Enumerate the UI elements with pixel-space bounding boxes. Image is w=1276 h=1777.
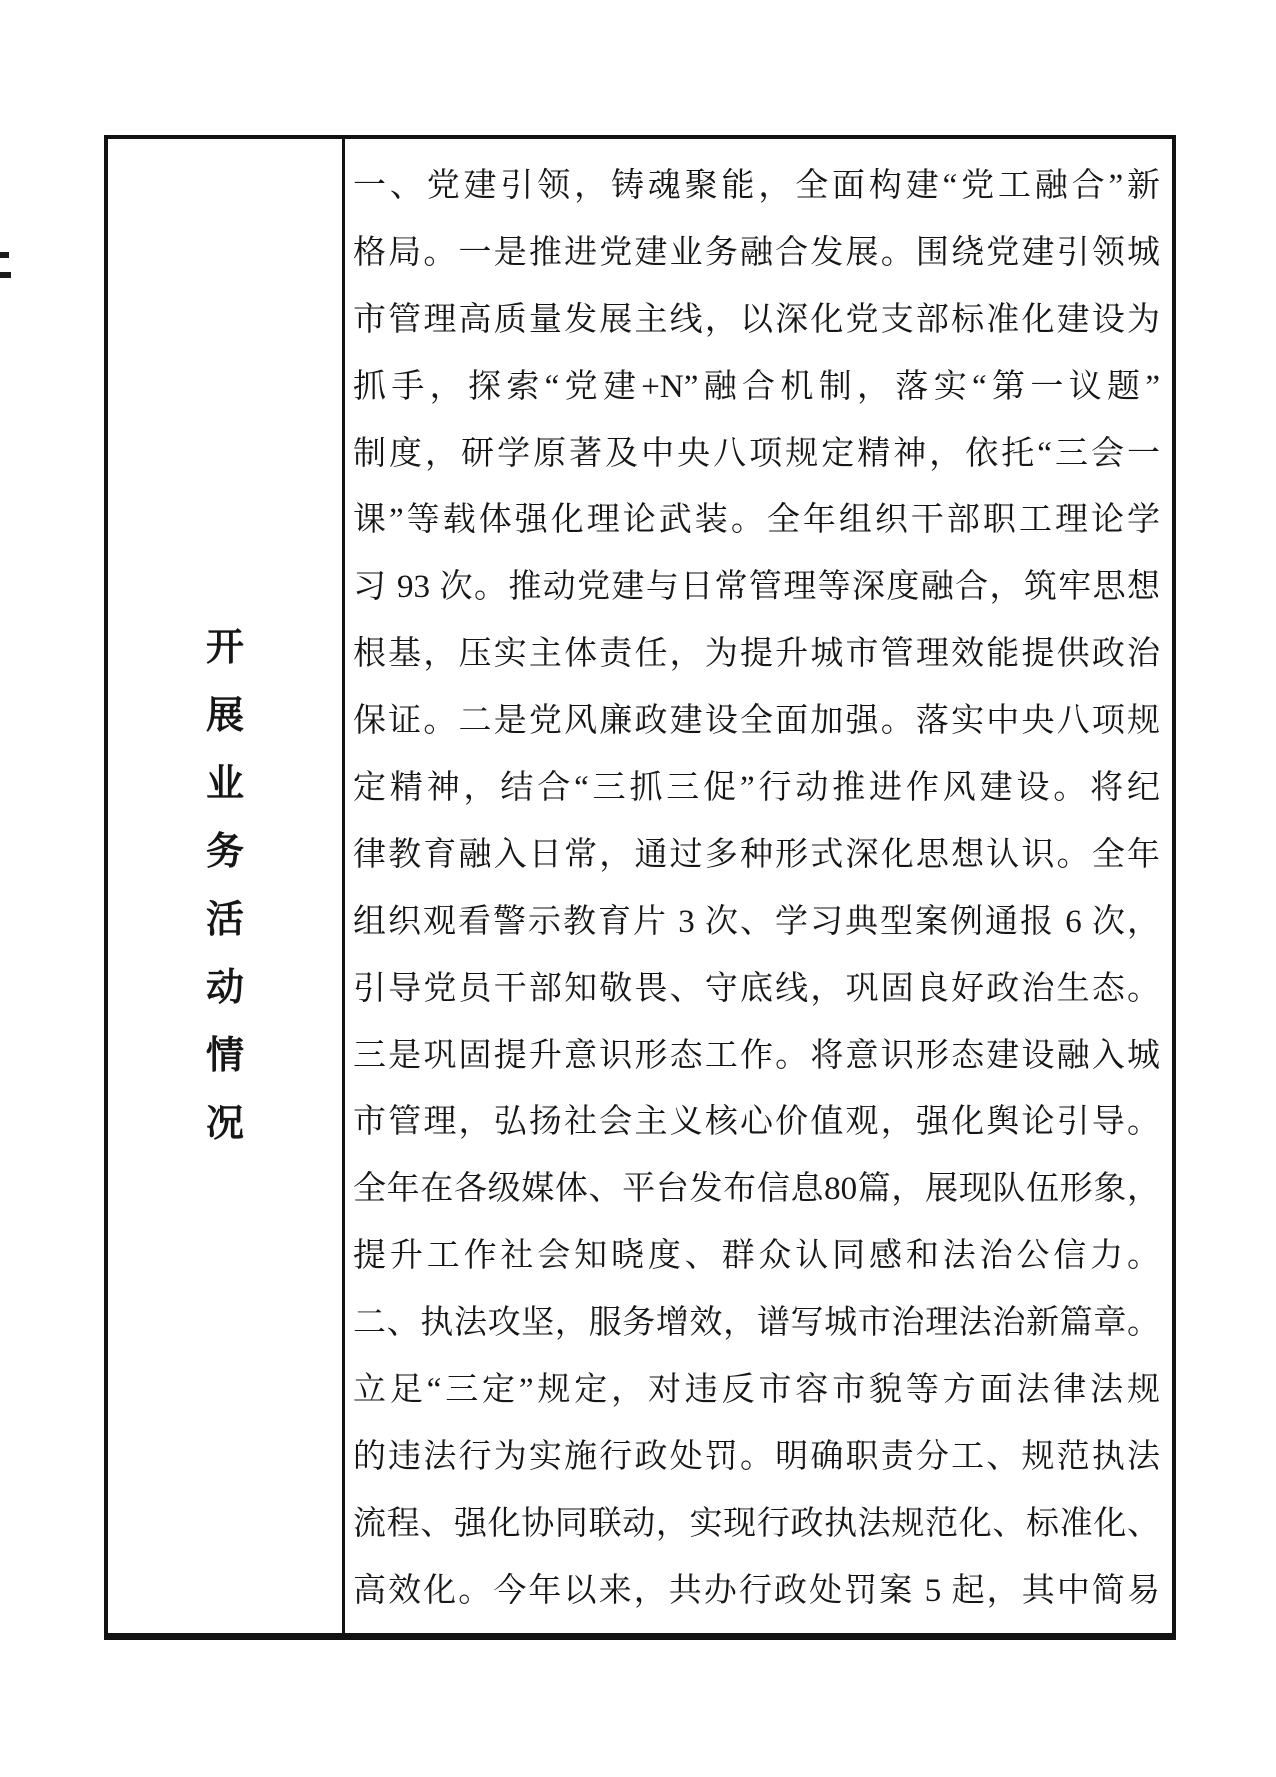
- row-header-char: 动: [205, 967, 244, 1009]
- text-line: 律教育融入日常，通过多种形式深化思想认识。全年: [353, 836, 1160, 873]
- text-line: 保证。二是党风廉政建设全面加强。落实中央八项规: [353, 703, 1160, 740]
- row-header-char: 业: [205, 763, 244, 805]
- scan-artifact: [0, 272, 11, 278]
- text-line: 二、执法攻坚，服务增效，谱写城市治理法治新篇章。: [353, 1305, 1160, 1342]
- text-line: 全年在各级媒体、平台发布信息80篇，展现队伍形象，: [353, 1171, 1160, 1208]
- text-line: 制度，研学原著及中央八项规定精神，依托“三会一: [353, 435, 1160, 472]
- text-line: 抓手，探索“党建+N”融合机制，落实“第一议题”: [353, 368, 1160, 405]
- text-line: 根基，压实主体责任，为提升城市管理效能提供政治: [353, 636, 1160, 673]
- text-line: 市管理，弘扬社会主义核心价值观，强化舆论引导。: [353, 1104, 1160, 1141]
- text-line: 定精神，结合“三抓三促”行动推进作风建设。将纪: [353, 770, 1160, 807]
- report-table: [104, 135, 1176, 1640]
- row-header-char: 开: [205, 627, 244, 669]
- text-line: 立足“三定”规定，对违反市容市貌等方面法律法规: [353, 1372, 1160, 1409]
- text-line: 组织观看警示教育片 3 次、学习典型案例通报 6 次，: [353, 903, 1160, 940]
- scan-artifact: [0, 252, 9, 258]
- text-line: 流程、强化协同联动，实现行政执法规范化、标准化、: [353, 1505, 1160, 1542]
- text-line: 高效化。今年以来，共办行政处罚案 5 起，其中简易: [353, 1572, 1160, 1609]
- text-line: 提升工作社会知晓度、群众认同感和法治公信力。: [353, 1238, 1160, 1275]
- row-header-char: 活: [205, 899, 244, 941]
- text-line: 习 93 次。推动党建与日常管理等深度融合，筑牢思想: [353, 569, 1160, 606]
- text-line: 的违法行为实施行政处罚。明确职责分工、规范执法: [353, 1438, 1160, 1475]
- row-header-char: 务: [205, 831, 244, 873]
- text-line: 三是巩固提升意识形态工作。将意识形态建设融入城: [353, 1037, 1160, 1074]
- text-line: 市管理高质量发展主线，以深化党支部标准化建设为: [353, 301, 1160, 338]
- text-line: 一、党建引领，铸魂聚能，全面构建“党工融合”新: [353, 168, 1160, 204]
- text-line: 格局。一是推进党建业务融合发展。围绕党建引领城: [353, 234, 1160, 271]
- activity-content-cell: [345, 139, 1172, 1633]
- row-header-cell: [108, 139, 345, 1633]
- text-line: 课”等载体强化理论武装。全年组织干部职工理论学: [353, 502, 1160, 539]
- text-line: 引导党员干部知敬畏、守底线，巩固良好政治生态。: [353, 970, 1160, 1007]
- row-header-char: 情: [205, 1035, 244, 1077]
- row-header-char: 况: [205, 1103, 244, 1145]
- row-header-char: 展: [205, 695, 244, 737]
